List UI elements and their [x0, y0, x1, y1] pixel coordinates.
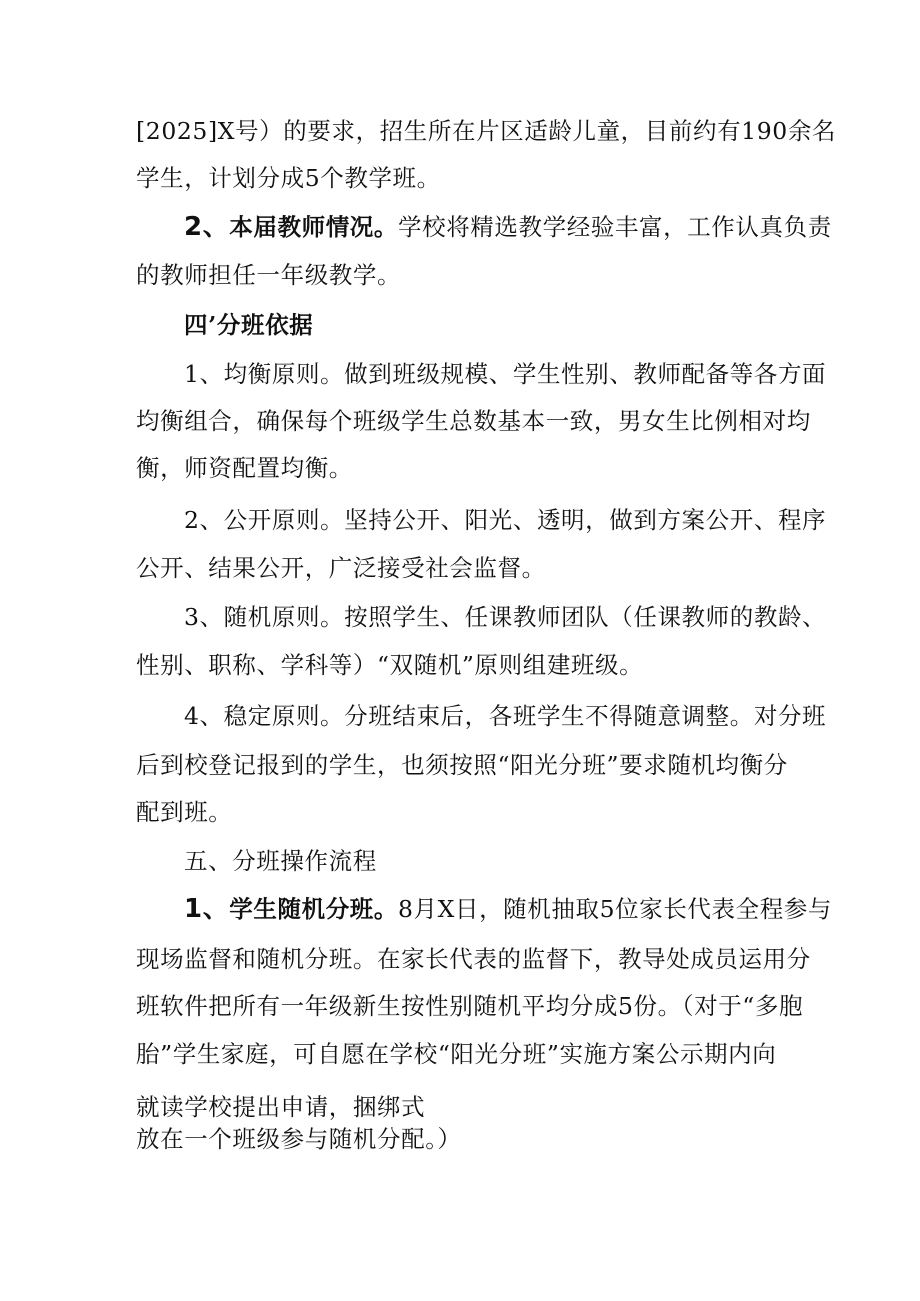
text-line: 公开、结果公开，广泛接受社会监督。 — [136, 554, 546, 582]
section-heading: 学生随机分班。 — [229, 895, 398, 923]
text-line: 配到班。 — [136, 798, 233, 826]
section-heading: 本届教师情况。 — [229, 213, 398, 241]
text-line: 均衡组合，确保每个班级学生总数基本一致，男女生比例相对均 — [136, 407, 811, 435]
section-text: 8月X日，随机抽取5位家长代表全程参与 — [398, 895, 833, 923]
section-random-assignment — [184, 894, 832, 924]
text-line: 的教师担任一年级教学。 — [136, 261, 402, 289]
text-line: 放在一个班级参与随机分配。） — [136, 1125, 462, 1153]
text-line: 后到校登记报到的学生，也须按照“阳光分班”要求随机均衡分 — [136, 751, 788, 779]
text-line: 现场监督和随机分班。在家长代表的监督下，教导处成员运用分 — [136, 945, 811, 973]
text-line: 学生，计划分成5个教学班。 — [136, 164, 441, 192]
section-number: 2、 — [184, 212, 230, 242]
text-line: 班软件把所有一年级新生按性别随机平均分成5份。（对于“多胞 — [136, 992, 804, 1020]
section-number: 1、 — [184, 894, 230, 924]
text-line: 性别、职称、学科等）“双随机”原则组建班级。 — [136, 651, 644, 679]
text-line: 2、公开原则。坚持公开、阳光、透明，做到方案公开、程序 — [184, 506, 827, 534]
text-line: [2025]X号）的要求，招生所在片区适龄儿童，目前约有190余名 — [136, 117, 837, 145]
heading-section-5: 五、分班操作流程 — [184, 847, 377, 875]
text-line: 4、稳定原则。分班结束后，各班学生不得随意调整。对分班 — [184, 702, 827, 730]
text-line: 衡，师资配置均衡。 — [136, 454, 353, 482]
section-text: 学校将精选教学经验丰富，工作认真负责 — [398, 213, 832, 241]
section-teachers — [184, 212, 832, 242]
text-line: 就读学校提出申请，捆绑式 — [136, 1093, 426, 1121]
text-line: 胎”学生家庭，可自愿在学校“阳光分班”实施方案公示期内向 — [136, 1040, 777, 1068]
text-line: 1、均衡原则。做到班级规模、学生性别、教师配备等各方面 — [184, 360, 827, 388]
heading-section-4: 四’分班依据 — [184, 311, 314, 339]
text-line: 3、随机原则。按照学生、任课教师团队（任课教师的教龄、 — [184, 603, 827, 631]
